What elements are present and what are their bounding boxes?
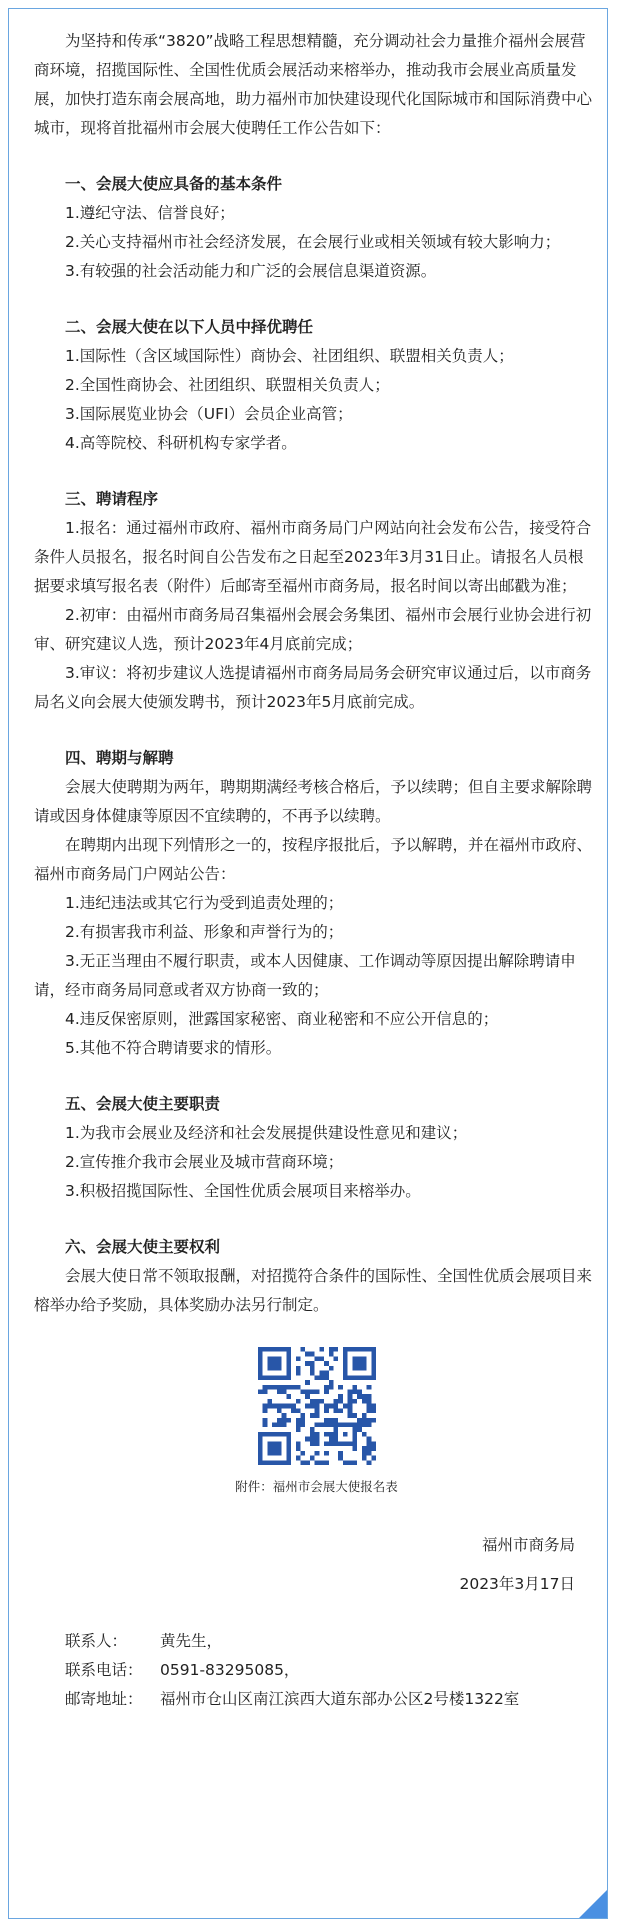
attachment-block — [34, 1347, 599, 1497]
list-item: 会展大使聘期为两年，聘期期满经考核合格后，予以续聘；但自主要求解除聘请或因身体健康等原因不宜续聘的，不再予以续聘。 — [34, 778, 593, 825]
section-heading-procedure: 三、聘请程序 — [65, 490, 159, 508]
list-item: 2.宣传推介我市会展业及城市营商环境； — [65, 1153, 344, 1171]
list-item: 2.有损害我市利益、形象和声誉行为的； — [65, 923, 344, 941]
section-heading-duties: 五、会展大使主要职责 — [65, 1095, 221, 1113]
contact-value: 福州市仓山区南江滨西大道东部办公区2号楼1322室 — [160, 1690, 520, 1708]
list-item: 4.违反保密原则，泄露国家秘密、商业秘密和不应公开信息的； — [65, 1010, 499, 1028]
section-heading-candidates: 二、会展大使在以下人员中择优聘任 — [65, 318, 314, 336]
list-item: 3.积极招揽国际性、全国性优质会展项目来榕举办。 — [65, 1182, 421, 1200]
contact-person-row — [65, 1627, 599, 1656]
list-item: 1.为我市会展业及经济和社会发展提供建设性意见和建议； — [65, 1124, 468, 1142]
qr-code-icon[interactable] — [258, 1347, 376, 1465]
section-heading-conditions: 一、会展大使应具备的基本条件 — [65, 175, 283, 193]
intro-paragraph: 为坚持和传承“3820”战略工程思想精髓，充分调动社会力量推介福州会展营商环境，招揽国际性、全国性优质会展活动来榕举办，推动我市会展业高质量发展，加快打造东南会展高地，助力福州市加快建设现代化国际城市和国际消费中心城市，现将首批福州市会展大使聘任工作公告如下： — [34, 32, 593, 137]
contact-value: 黄先生， — [160, 1632, 223, 1650]
contact-phone-row — [65, 1656, 599, 1685]
list-item: 3.无正当理由不履行职责，或本人因健康、工作调动等原因提出解除聘请申请，经市商务局同意或者双方协商一致的； — [34, 952, 576, 999]
list-item: 在聘期内出现下列情形之一的，按程序报批后，予以解聘，并在福州市政府、福州市商务局门户网站公告： — [34, 836, 593, 883]
contact-address-row — [65, 1685, 599, 1714]
contact-label: 联系电话： — [65, 1661, 143, 1679]
section-heading-rights: 六、会展大使主要权利 — [65, 1238, 221, 1256]
list-item: 2.初审：由福州市商务局召集福州会展会务集团、福州市会展行业协会进行初审、研究建议人选，预计2023年4月底前完成； — [34, 606, 592, 653]
list-item: 2.全国性商协会、社团组织、联盟相关负责人； — [65, 376, 390, 394]
list-item: 1.报名：通过福州市政府、福州市商务局门户网站向社会发布公告，接受符合条件人员报名，报名时间自公告发布之日起至2023年3月31日止。请报名人员根据要求填写报名表（附件）后邮寄至福州市商务局，报名时间以寄出邮戳为准； — [34, 519, 592, 595]
list-item: 会展大使日常不领取报酬，对招揽符合条件的国际性、全国性优质会展项目来榕举办给予奖励，具体奖励办法另行制定。 — [34, 1267, 593, 1314]
list-item: 3.有较强的社会活动能力和广泛的会展信息渠道资源。 — [65, 262, 437, 280]
contact-info — [34, 1627, 599, 1714]
notice-content — [34, 27, 599, 1714]
signoff-date: 2023年3月17日 — [459, 1575, 575, 1593]
list-item: 3.国际展览业协会（UFI）会员企业高管； — [65, 405, 353, 423]
attachment-caption: 附件：福州市会展大使报名表 — [235, 1479, 398, 1494]
list-item: 4.高等院校、科研机构专家学者。 — [65, 434, 297, 452]
signoff-org: 福州市商务局 — [481, 1536, 575, 1554]
page-corner-fold — [579, 1890, 607, 1918]
list-item: 2.关心支持福州市社会经济发展，在会展行业或相关领域有较大影响力； — [65, 233, 561, 251]
list-item: 1.遵纪守法、信誉良好； — [65, 204, 235, 222]
contact-label: 联系人： — [65, 1632, 128, 1650]
section-heading-term: 四、聘期与解聘 — [65, 749, 174, 767]
list-item: 1.国际性（含区域国际性）商协会、社团组织、联盟相关负责人； — [65, 347, 514, 365]
list-item: 1.违纪违法或其它行为受到追责处理的； — [65, 894, 344, 912]
list-item: 3.审议：将初步建议人选提请福州市商务局局务会研究审议通过后，以市商务局名义向会展大使颁发聘书，预计2023年5月底前完成。 — [34, 664, 592, 711]
signoff — [34, 1531, 599, 1599]
notice-frame — [8, 8, 608, 1919]
list-item: 5.其他不符合聘请要求的情形。 — [65, 1039, 282, 1057]
contact-label: 邮寄地址： — [65, 1690, 143, 1708]
contact-value[interactable]: 0591-83295085， — [160, 1661, 300, 1679]
